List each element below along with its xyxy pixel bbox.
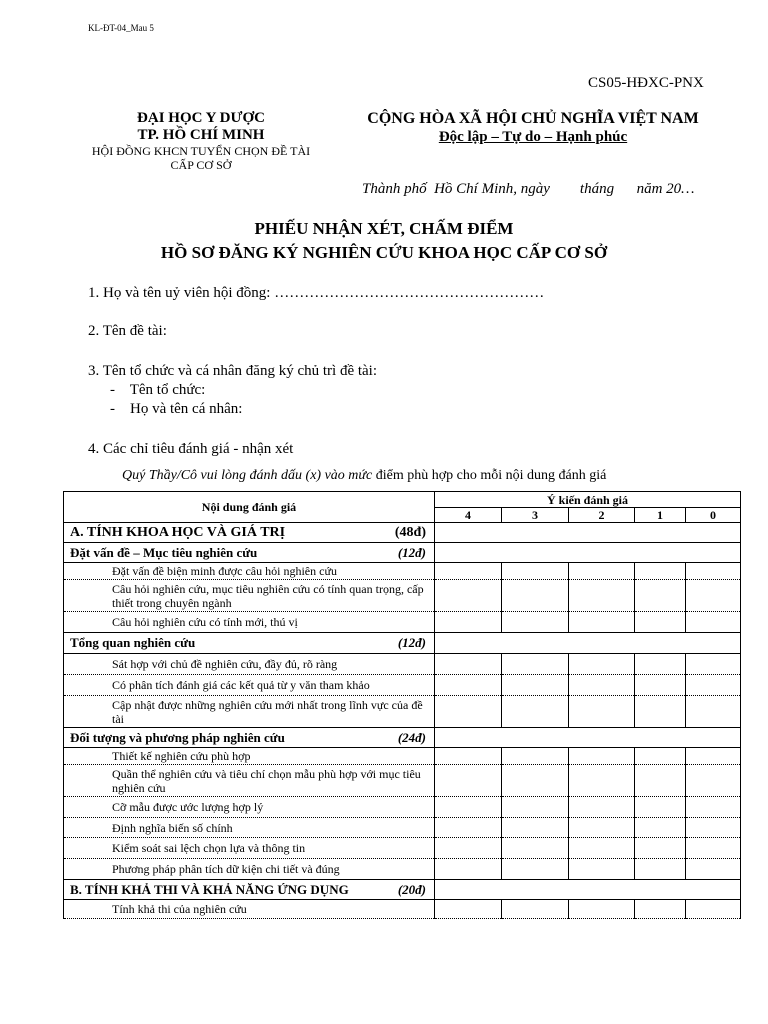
cell-2[interactable] (569, 654, 635, 675)
cell-1[interactable] (635, 838, 686, 859)
table-row (64, 563, 741, 580)
cell-4[interactable] (435, 748, 502, 765)
cell-4[interactable] (435, 765, 502, 797)
university-city: TP. HỒ CHÍ MINH (137, 127, 265, 143)
cell-4[interactable] (435, 654, 502, 675)
cell-2[interactable] (569, 859, 635, 880)
cell-1[interactable] (635, 900, 686, 919)
cell-1[interactable] (635, 765, 686, 797)
cell-4[interactable] (435, 859, 502, 880)
cell-0[interactable] (686, 748, 741, 765)
date-line: Thành phố Hồ Chí Minh, ngày tháng năm 20… (362, 181, 695, 197)
criterion: Câu hỏi nghiên cứu có tính mới, thú vị (64, 612, 435, 633)
document-subtitle: HỒ SƠ ĐĂNG KÝ NGHIÊN CỨU KHOA HỌC CẤP CƠ SỞ (160, 243, 608, 262)
group-1 (64, 543, 435, 563)
field-individual-name: - Họ và tên cá nhân: (110, 401, 243, 417)
cell-0[interactable] (686, 797, 741, 818)
group-2-blank (435, 633, 741, 654)
cell-4[interactable] (435, 612, 502, 633)
cell-1[interactable] (635, 654, 686, 675)
cell-3[interactable] (502, 654, 569, 675)
university-name: ĐẠI HỌC Y DƯỢC (137, 110, 265, 126)
table-row (64, 765, 741, 797)
table-row (64, 797, 741, 818)
group-2-points: (12đ) (397, 635, 426, 650)
cell-2[interactable] (569, 748, 635, 765)
score-3: 3 (502, 508, 569, 523)
council-level: CẤP CƠ SỞ (170, 158, 232, 172)
section-a-label: A. TÍNH KHOA HỌC VÀ GIÁ TRỊ (70, 524, 286, 540)
table-header-row (64, 492, 741, 508)
section-b-label: B. TÍNH KHẢ THI VÀ KHẢ NĂNG ỨNG DỤNG (70, 881, 349, 897)
cell-4[interactable] (435, 797, 502, 818)
national-header (352, 109, 714, 147)
cell-1[interactable] (635, 675, 686, 696)
group-2 (64, 633, 435, 654)
table-row (64, 818, 741, 838)
cell-4[interactable] (435, 675, 502, 696)
score-0: 0 (686, 508, 741, 523)
group-3-blank (435, 728, 741, 748)
section-a-points: (48đ) (394, 524, 426, 540)
score-1: 1 (635, 508, 686, 523)
cell-3[interactable] (502, 612, 569, 633)
group-3-label: Đối tượng và phương pháp nghiên cứu (70, 729, 285, 745)
form-code: CS05-HĐXC-PNX (588, 75, 704, 91)
cell-3[interactable] (502, 748, 569, 765)
table-row (64, 900, 741, 919)
criterion: Câu hỏi nghiên cứu, mục tiêu nghiên cứu có tính quan trọng, cấp thiết trong chuyên ngành (64, 580, 435, 612)
criterion: Thiết kế nghiên cứu phù hợp (64, 748, 435, 765)
field-member-name: 1. Họ và tên uỷ viên hội đồng: ……………………………………………… (88, 285, 545, 301)
cell-0[interactable] (686, 654, 741, 675)
section-row (64, 880, 741, 900)
criterion: Phương pháp phân tích dữ kiện chi tiết và đúng (64, 859, 435, 880)
instruction-italic: Quý Thầy/Cô vui lòng đánh dấu (x) vào mức (122, 468, 376, 483)
group-row (64, 543, 741, 563)
table-row (64, 580, 741, 612)
group-3 (64, 728, 435, 748)
cell-0[interactable] (686, 696, 741, 728)
header-opinion: Ý kiến đánh giá (435, 492, 741, 508)
cell-2[interactable] (569, 580, 635, 612)
cell-4[interactable] (435, 900, 502, 919)
evaluation-table (63, 491, 741, 919)
cell-3[interactable] (502, 580, 569, 612)
cell-1[interactable] (635, 818, 686, 838)
cell-1[interactable] (635, 748, 686, 765)
section-a-blank (435, 523, 741, 543)
table-row (64, 612, 741, 633)
cell-2[interactable] (569, 696, 635, 728)
cell-3[interactable] (502, 563, 569, 580)
cell-3[interactable] (502, 696, 569, 728)
group-row (64, 728, 741, 748)
field-project-name: 2. Tên đề tài: (88, 323, 167, 339)
cell-0[interactable] (686, 675, 741, 696)
group-2-label: Tổng quan nghiên cứu (70, 635, 196, 650)
document-title: PHIẾU NHẬN XÉT, CHẤM ĐIỂM (254, 219, 514, 238)
cell-4[interactable] (435, 818, 502, 838)
section-b (64, 880, 435, 900)
cell-1[interactable] (635, 696, 686, 728)
cell-2[interactable] (569, 818, 635, 838)
cell-0[interactable] (686, 612, 741, 633)
table-row (64, 838, 741, 859)
instruction-normal: điểm phù hợp cho mỗi nội dung đánh giá (375, 468, 607, 483)
section-a (64, 523, 435, 543)
cell-2[interactable] (569, 675, 635, 696)
cell-1[interactable] (635, 580, 686, 612)
cell-3[interactable] (502, 818, 569, 838)
cell-3[interactable] (502, 765, 569, 797)
cell-2[interactable] (569, 838, 635, 859)
cell-2[interactable] (569, 900, 635, 919)
cell-4[interactable] (435, 563, 502, 580)
cell-0[interactable] (686, 900, 741, 919)
cell-2[interactable] (569, 797, 635, 818)
field-criteria-heading: 4. Các chỉ tiêu đánh giá - nhận xét (88, 441, 294, 457)
cell-2[interactable] (569, 612, 635, 633)
form-number: KL-ĐT-04_Mau 5 (88, 23, 154, 33)
cell-0[interactable] (686, 818, 741, 838)
council-name: HỘI ĐỒNG KHCN TUYỂN CHỌN ĐỀ TÀI (91, 144, 311, 158)
criterion: Sát hợp với chủ đề nghiên cứu, đầy đủ, rõ ràng (64, 654, 435, 675)
criterion: Cập nhật được những nghiên cứu mới nhất trong lĩnh vực của đề tài (64, 696, 435, 728)
table-row (64, 748, 741, 765)
cell-4[interactable] (435, 696, 502, 728)
table-row (64, 696, 741, 728)
criterion: Có phân tích đánh giá các kết quả từ y văn tham khảo (64, 675, 435, 696)
field-organization-name: - Tên tổ chức: (110, 382, 206, 398)
cell-0[interactable] (686, 765, 741, 797)
cell-1[interactable] (635, 612, 686, 633)
group-1-blank (435, 543, 741, 563)
field-organization-heading: 3. Tên tổ chức và cá nhân đăng ký chủ trì đề tài: (88, 363, 378, 379)
cell-4[interactable] (435, 580, 502, 612)
cell-1[interactable] (635, 563, 686, 580)
criterion: Kiểm soát sai lệch chọn lựa và thông tin (64, 838, 435, 859)
cell-0[interactable] (686, 859, 741, 880)
header-content: Nội dung đánh giá (64, 492, 435, 523)
cell-2[interactable] (569, 765, 635, 797)
table-row (64, 859, 741, 880)
criterion: Đặt vấn đề biện minh được câu hỏi nghiên cứu (64, 563, 435, 580)
score-2: 2 (569, 508, 635, 523)
group-1-label: Đặt vấn đề – Mục tiêu nghiên cứu (70, 544, 258, 560)
cell-3[interactable] (502, 675, 569, 696)
section-b-points: (20đ) (397, 881, 426, 897)
cell-0[interactable] (686, 563, 741, 580)
criterion: Định nghĩa biến số chính (64, 818, 435, 838)
cell-3[interactable] (502, 838, 569, 859)
republic-name: CỘNG HÒA XÃ HỘI CHỦ NGHĨA VIỆT NAM (367, 110, 699, 127)
criterion: Tính khả thi của nghiên cứu (64, 900, 435, 919)
national-motto: Độc lập – Tự do – Hạnh phúc (438, 129, 628, 145)
cell-0[interactable] (686, 838, 741, 859)
group-row (64, 633, 741, 654)
cell-1[interactable] (635, 859, 686, 880)
group-1-points: (12đ) (397, 544, 426, 560)
cell-1[interactable] (635, 797, 686, 818)
cell-3[interactable] (502, 797, 569, 818)
section-b-blank (435, 880, 741, 900)
cell-3[interactable] (502, 900, 569, 919)
criterion: Quần thể nghiên cứu và tiêu chí chọn mẫu phù hợp với mục tiêu nghiên cứu (64, 765, 435, 797)
cell-0[interactable] (686, 580, 741, 612)
instruction (122, 468, 606, 484)
score-4: 4 (435, 508, 502, 523)
criterion: Cỡ mẫu được ước lượng hợp lý (64, 797, 435, 818)
university-header (60, 110, 342, 172)
group-3-points: (24đ) (397, 729, 426, 745)
section-row (64, 523, 741, 543)
cell-3[interactable] (502, 859, 569, 880)
cell-4[interactable] (435, 838, 502, 859)
table-row (64, 654, 741, 675)
cell-2[interactable] (569, 563, 635, 580)
table-row (64, 675, 741, 696)
